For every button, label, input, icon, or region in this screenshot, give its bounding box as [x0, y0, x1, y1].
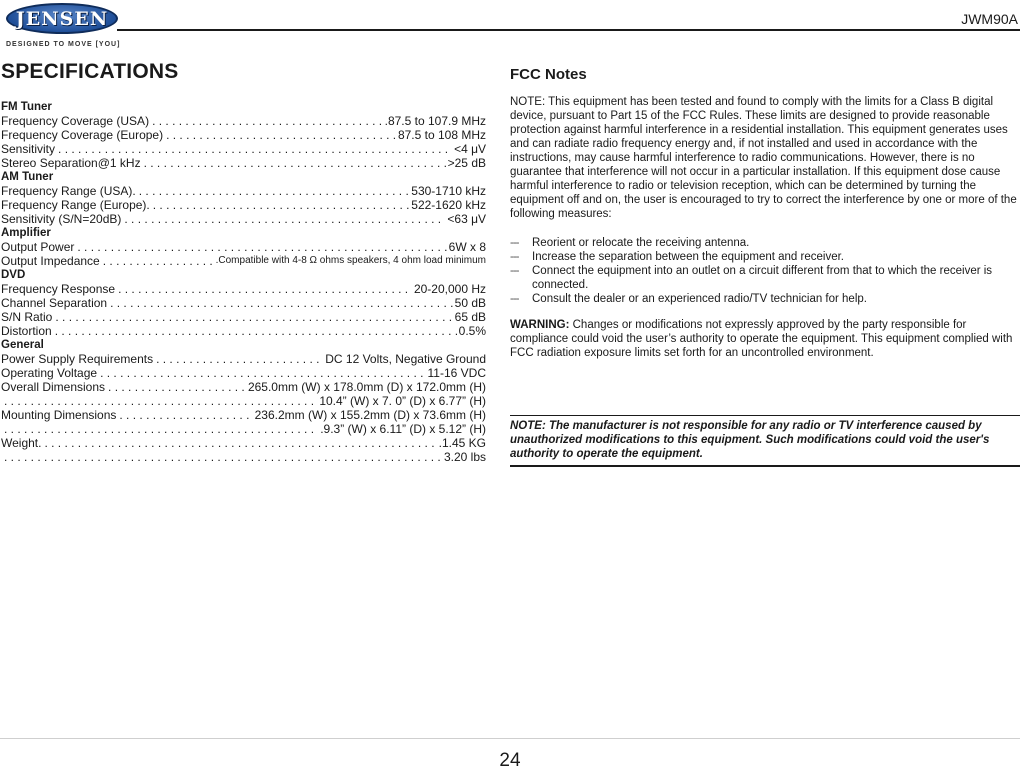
spec-label: Frequency Range (Europe).: [1, 198, 150, 212]
spec-row: [1, 212, 486, 226]
dot-leader: [136, 184, 410, 198]
dot-leader: [116, 408, 252, 422]
manufacturer-note-box: [510, 415, 1020, 467]
spec-value: 65 dB: [454, 310, 486, 324]
dot-leader: [74, 240, 446, 254]
dot-leader: [41, 436, 436, 450]
spec-row: [1, 240, 486, 254]
dot-leader: [52, 310, 452, 324]
spec-label: Frequency Coverage (Europe): [1, 128, 164, 142]
measure-item: [510, 250, 1020, 264]
spec-row: [1, 254, 486, 268]
measure-item: [510, 264, 1020, 292]
measure-text: Consult the dealer or an experienced radio/TV technician for help.: [532, 293, 867, 305]
jensen-logo: [6, 3, 126, 51]
spec-section-heading: AM Tuner: [1, 171, 54, 183]
spec-row: [1, 184, 486, 198]
spec-label: Overall Dimensions: [1, 380, 106, 394]
spec-row: [1, 394, 486, 408]
spec-value: 236.2mm (W) x 155.2mm (D) x 73.6mm (H): [254, 408, 486, 422]
dot-leader: [141, 156, 446, 170]
page-number: 24: [499, 750, 521, 771]
header-divider: [117, 29, 1020, 31]
spec-value: 50 dB: [454, 296, 486, 310]
dot-leader: [150, 198, 410, 212]
spec-value: 522-1620 kHz: [411, 198, 486, 212]
spec-row: [1, 282, 486, 296]
spec-row: [1, 436, 486, 450]
measure-marker: ---: [510, 265, 519, 277]
spec-value: .Compatible with 4-8 Ω ohms speakers, 4 ohm load minimum: [215, 255, 486, 266]
spec-label: Frequency Response: [1, 282, 116, 296]
measure-text: Reorient or relocate the receiving antenna.: [532, 237, 750, 249]
spec-value: DC 12 Volts, Negative Ground: [325, 352, 486, 366]
spec-label: Distortion: [1, 324, 52, 338]
spec-value: .87.5 to 107.9 MHz: [384, 114, 486, 128]
spec-value: .9.3” (W) x 6.11” (D) x 5.12” (H): [320, 422, 486, 436]
dot-leader: [107, 296, 453, 310]
dot-leader: [55, 142, 452, 156]
warning-text: Changes or modifications not expressly approved by the party responsible for compliance could void the user’s authority to operate the equipment. This equipment complied with FCC radiation exposure limits set forth for an uncontrolled environment.: [510, 319, 1013, 359]
spec-value: 20-20,000 Hz: [413, 282, 486, 296]
spec-section-heading: DVD: [1, 269, 26, 281]
measure-text: Increase the separation between the equipment and receiver.: [532, 251, 844, 263]
spec-label: Sensitivity (S/N=20dB): [1, 212, 122, 226]
spec-row: [1, 128, 486, 142]
spec-value: .1.45 KG: [438, 436, 486, 450]
spec-row: [1, 422, 486, 436]
spec-label: Operating Voltage: [1, 366, 98, 380]
spec-label: Sensitivity: [1, 142, 56, 156]
manufacturer-note: NOTE: The manufacturer is not responsible for any radio or TV interference caused by unauthorized modifications to this equipment. Such modifications could void the user's authority to operate the equipment.: [510, 420, 990, 460]
logo-tagline: DESIGNED TO MOVE [YOU]: [6, 41, 121, 48]
spec-label: Channel Separation: [1, 296, 108, 310]
logo-emblem: [6, 3, 118, 34]
spec-value: <63 μV: [447, 212, 486, 226]
fcc-note: NOTE: This equipment has been tested and found to comply with the limits for a Class B digital device, pursuant to Part 15 of the FCC Rules. These limits are designed to provide reasonable protection against harmful interference in a residential installation. This equipment generates uses and can radiate radio frequency energy and, if not installed and used in accordance with the instructions, may cause harmful interference to radio communications. However, there is no guarantee that interference will not occur in a particular installation. If this equipment dose cause harmful interference to radio or television reception, which can be determined by turning the equipment off and on, the user is encouraged to try to correct the interference by one or more of the following measures:: [510, 96, 1017, 220]
spec-label: Stereo Separation@1 kHz: [1, 156, 141, 170]
spec-row: [1, 142, 486, 156]
spec-value: 3.20 lbs: [443, 450, 486, 464]
spec-value: 530-1710 kHz: [411, 184, 486, 198]
fcc-title: FCC Notes: [510, 66, 587, 83]
dot-leader: [163, 128, 396, 142]
spec-row: [1, 296, 486, 310]
dot-leader: [52, 324, 457, 338]
spec-section-heading: General: [1, 339, 44, 351]
measure-item: [510, 292, 1020, 306]
spec-value: 0.5%: [458, 324, 486, 338]
spec-value: 6W x 8: [448, 240, 486, 254]
spec-label: Power Supply Requirements: [1, 352, 154, 366]
spec-row: [1, 156, 486, 170]
spec-value: >25 dB: [447, 156, 486, 170]
dot-leader: [153, 352, 323, 366]
spec-label: Weight.: [1, 436, 42, 450]
spec-row: [1, 198, 486, 212]
model-number: JWM90A: [961, 11, 1018, 27]
dot-leader: [1, 394, 317, 408]
dot-leader: [1, 450, 442, 464]
measure-marker: ---: [510, 293, 519, 305]
measure-text: Connect the equipment into an outlet on a circuit different from that to which the receiver is connected.: [532, 265, 993, 291]
dot-leader: [97, 366, 425, 380]
spec-row: [1, 408, 486, 422]
spec-list: [1, 100, 486, 464]
footer-divider: [0, 738, 1020, 739]
specifications-title: SPECIFICATIONS: [1, 60, 179, 83]
spec-label: Frequency Coverage (USA): [1, 114, 150, 128]
dot-leader: [105, 380, 246, 394]
dot-leader: [1, 422, 318, 436]
dot-leader: [149, 114, 383, 128]
fcc-column: [510, 66, 1020, 360]
spec-section-heading: FM Tuner: [1, 101, 52, 113]
dot-leader: [100, 254, 214, 268]
spec-row: [1, 380, 486, 394]
measure-marker: ---: [510, 251, 519, 263]
dot-leader: [115, 282, 412, 296]
spec-label: Output Impedance: [1, 254, 100, 268]
spec-value: 10.4” (W) x 7. 0” (D) x 6.77” (H): [319, 394, 486, 408]
spec-row: [1, 366, 486, 380]
spec-row: [1, 310, 486, 324]
measure-list: [510, 236, 1020, 306]
spec-value: 87.5 to 108 MHz: [397, 128, 486, 142]
spec-value: <4 μV: [454, 142, 486, 156]
spec-value: 265.0mm (W) x 178.0mm (D) x 172.0mm (H): [247, 380, 486, 394]
spec-section-heading: Amplifier: [1, 227, 51, 239]
fcc-warning: [510, 318, 1020, 360]
logo-wordmark: JENSEN: [15, 7, 109, 30]
warning-label: WARNING:: [510, 319, 570, 331]
spec-label: S/N Ratio: [1, 310, 53, 324]
specifications-column: [1, 60, 486, 464]
dot-leader: [121, 212, 445, 226]
spec-row: [1, 324, 486, 338]
measure-item: [510, 236, 1020, 250]
spec-row: [1, 114, 486, 128]
spec-value: 11-16 VDC: [427, 366, 486, 380]
spec-label: Frequency Range (USA).: [1, 184, 136, 198]
measure-marker: ---: [510, 237, 519, 249]
spec-label: Mounting Dimensions: [1, 408, 117, 422]
spec-row: [1, 352, 486, 366]
spec-row: [1, 450, 486, 464]
spec-label: Output Power: [1, 240, 75, 254]
